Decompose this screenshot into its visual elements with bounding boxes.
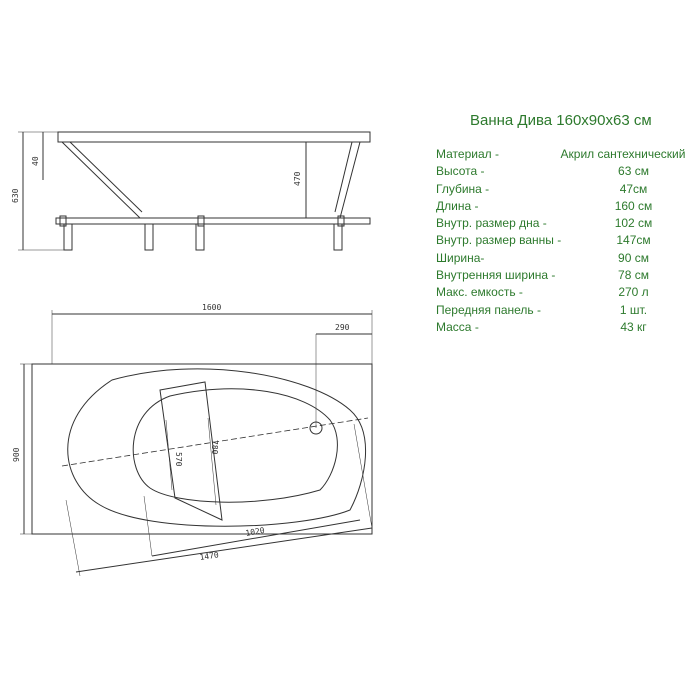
spec-value: 78 см [618, 268, 649, 283]
spec-row [436, 147, 698, 164]
dim-drain-offset: 290 [335, 323, 350, 332]
dim-bottom-length: 1020 [244, 525, 266, 538]
dim-width: 900 [12, 447, 21, 462]
spec-label: Ширина- [436, 250, 485, 265]
spec-label: Макс. емкость - [436, 285, 523, 300]
spec-row [436, 216, 698, 233]
spec-value: 160 см [614, 198, 653, 213]
spec-label: Глубина - [436, 181, 490, 196]
spec-value: 1 шт. [619, 302, 648, 317]
spec-row [436, 182, 698, 199]
spec-label: Материал - [436, 147, 499, 161]
spec-row [436, 199, 698, 216]
product-title: Ванна Дива 160х90х63 см [470, 112, 652, 129]
dim-inner-length: 1470 [199, 550, 220, 562]
side-view [18, 132, 370, 250]
spec-table [436, 147, 698, 337]
dim-inner-width: 780 [210, 440, 219, 455]
dim-side-height-total: 630 [11, 188, 20, 203]
spec-value: 43 кг [620, 319, 647, 334]
spec-value: 47см [619, 181, 648, 196]
spec-label: Внутренняя ширина - [436, 268, 556, 283]
spec-value: 147см [616, 233, 651, 248]
spec-label: Длина - [436, 198, 479, 213]
spec-value: 270 л [618, 285, 649, 300]
spec-label: Масса - [436, 319, 479, 334]
spec-row [436, 251, 698, 268]
spec-label: Внутр. размер ванны - [436, 233, 562, 248]
spec-label: Передняя панель - [436, 302, 541, 317]
spec-value: Акрил сантехнический [560, 147, 686, 161]
spec-label: Внутр. размер дна - [436, 216, 547, 231]
top-view [20, 310, 372, 576]
spec-value: 90 см [618, 250, 649, 265]
spec-row [436, 320, 698, 337]
dim-length: 1600 [202, 303, 222, 312]
dim-side-depth: 470 [293, 171, 302, 186]
spec-row [436, 268, 698, 285]
spec-row [436, 233, 698, 250]
spec-value: 102 см [614, 216, 653, 231]
dim-side-rim: 40 [31, 156, 40, 166]
spec-row [436, 303, 698, 320]
spec-row [436, 285, 698, 302]
spec-row [436, 164, 698, 181]
dim-inner-width-small: 570 [174, 452, 183, 467]
spec-label: Высота - [436, 164, 485, 179]
spec-value: 63 см [618, 164, 649, 179]
